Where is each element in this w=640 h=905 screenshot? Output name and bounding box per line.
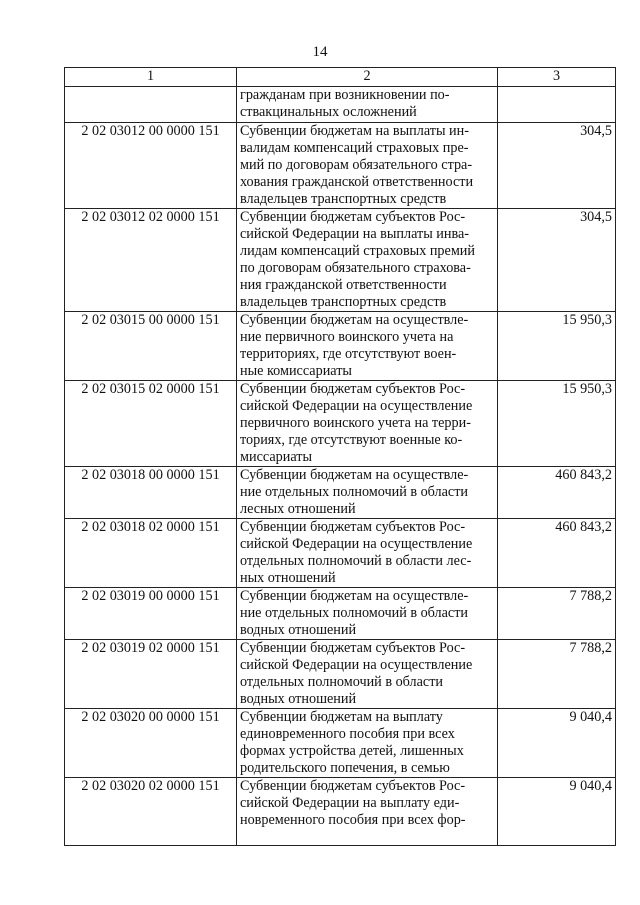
amount-cell: 460 843,2 [498, 519, 616, 588]
description-cell [237, 312, 498, 381]
table-body [65, 87, 616, 846]
budget-code-cell: 2 02 03012 00 0000 151 [65, 123, 237, 209]
description-line: Субвенции бюджетам субъектов Рос- [240, 209, 466, 225]
amount-cell: 304,5 [498, 209, 616, 312]
description-line: Субвенции бюджетам на осуществле- [240, 467, 469, 483]
description-line: ных отношений [240, 570, 336, 586]
description-line: ние отдельных полномочий в области [240, 484, 469, 500]
description-line: водных отношений [240, 691, 357, 707]
description-line: формах устройства детей, лишенных [240, 743, 464, 759]
description-line: единовременного пособия при всех [240, 726, 455, 742]
description-line: ния гражданской ответственности [240, 277, 447, 293]
budget-code-cell: 2 02 03018 00 0000 151 [65, 467, 237, 519]
column-header-description: 2 [237, 68, 498, 87]
amount-cell: 460 843,2 [498, 467, 616, 519]
description-line: лидам компенсаций страховых премий [240, 243, 475, 259]
header-row [65, 68, 616, 87]
budget-code-cell [65, 87, 237, 123]
description-line: водных отношений [240, 622, 357, 638]
description-cell [237, 87, 498, 123]
description-cell [237, 467, 498, 519]
description-line: ные комиссариаты [240, 363, 352, 379]
description-line: Субвенции бюджетам на выплату [240, 709, 443, 725]
amount-cell: 15 950,3 [498, 381, 616, 467]
table-row [65, 519, 616, 588]
description-cell [237, 709, 498, 778]
description-line: валидам компенсаций страховых пре- [240, 140, 469, 156]
budget-code-cell: 2 02 03019 00 0000 151 [65, 588, 237, 640]
amount-cell: 9 040,4 [498, 778, 616, 846]
description-line: ние отдельных полномочий в области [240, 605, 469, 621]
description-cell [237, 209, 498, 312]
budget-code-cell: 2 02 03015 02 0000 151 [65, 381, 237, 467]
budget-code-cell: 2 02 03012 02 0000 151 [65, 209, 237, 312]
table-header [65, 68, 616, 87]
description-line: первичного воинского учета на терри- [240, 415, 471, 431]
description-line: владельцев транспортных средств [240, 294, 447, 310]
description-line: отдельных полномочий в области лес- [240, 553, 472, 569]
description-cell [237, 519, 498, 588]
description-cell [237, 381, 498, 467]
description-cell [237, 778, 498, 846]
description-line: Субвенции бюджетам субъектов Рос- [240, 381, 466, 397]
description-line: ториях, где отсутствуют военные ко- [240, 432, 463, 448]
description-cell [237, 640, 498, 709]
table-row [65, 588, 616, 640]
budget-table [64, 67, 616, 846]
description-line: ствакцинальных осложнений [240, 104, 417, 120]
amount-cell: 9 040,4 [498, 709, 616, 778]
description-line: родительского попечения, в семью [240, 760, 450, 776]
amount-cell: 7 788,2 [498, 640, 616, 709]
description-line: Субвенции бюджетам субъектов Рос- [240, 778, 466, 794]
budget-code-cell: 2 02 03015 00 0000 151 [65, 312, 237, 381]
description-line: сийской Федерации на осуществление [240, 536, 473, 552]
table-row [65, 640, 616, 709]
description-line: мий по договорам обязательного стра- [240, 157, 473, 173]
table-row [65, 87, 616, 123]
budget-code-cell: 2 02 03018 02 0000 151 [65, 519, 237, 588]
page-number: 14 [312, 44, 328, 60]
column-header-amount: 3 [498, 68, 616, 87]
description-line: новременного пособия при всех фор- [240, 812, 466, 828]
budget-code-cell: 2 02 03019 02 0000 151 [65, 640, 237, 709]
table-row [65, 778, 616, 846]
description-line: владельцев транспортных средств [240, 191, 447, 207]
description-line: территориях, где отсутствуют воен- [240, 346, 457, 362]
table-row [65, 381, 616, 467]
description-line: Субвенции бюджетам на осуществле- [240, 588, 469, 604]
table-row [65, 467, 616, 519]
description-line: миссариаты [240, 449, 312, 465]
table-row [65, 209, 616, 312]
description-line: по договорам обязательного страхова- [240, 260, 471, 276]
table-row [65, 312, 616, 381]
description-line: Субвенции бюджетам на осуществле- [240, 312, 469, 328]
description-line: сийской Федерации на выплату еди- [240, 795, 460, 811]
description-line: Субвенции бюджетам субъектов Рос- [240, 640, 466, 656]
budget-code-cell: 2 02 03020 00 0000 151 [65, 709, 237, 778]
description-line: отдельных полномочий в области [240, 674, 443, 690]
description-cell [237, 123, 498, 209]
table-row [65, 123, 616, 209]
description-line: лесных отношений [240, 501, 356, 517]
description-line: сийской Федерации на осуществление [240, 398, 473, 414]
description-line: гражданам при возникновении по- [240, 87, 450, 103]
description-line: хования гражданской ответственности [240, 174, 474, 190]
amount-cell: 7 788,2 [498, 588, 616, 640]
description-line: Субвенции бюджетам субъектов Рос- [240, 519, 466, 535]
budget-code-cell: 2 02 03020 02 0000 151 [65, 778, 237, 846]
amount-cell [498, 87, 616, 123]
column-header-code: 1 [65, 68, 237, 87]
table-row [65, 709, 616, 778]
amount-cell: 15 950,3 [498, 312, 616, 381]
description-line: ние первичного воинского учета на [240, 329, 454, 345]
description-line: сийской Федерации на выплаты инва- [240, 226, 470, 242]
description-line: Субвенции бюджетам на выплаты ин- [240, 123, 469, 139]
description-cell [237, 588, 498, 640]
amount-cell: 304,5 [498, 123, 616, 209]
description-line: сийской Федерации на осуществление [240, 657, 473, 673]
